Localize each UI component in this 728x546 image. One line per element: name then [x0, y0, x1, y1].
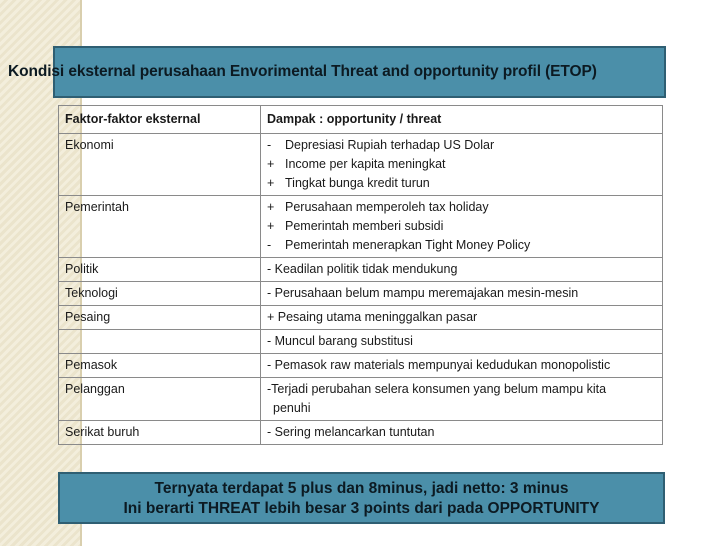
impact-cell: - Muncul barang substitusi [261, 330, 663, 354]
table-row [59, 306, 663, 330]
impact-cell: - Sering melancarkan tuntutan [261, 421, 663, 445]
summary-banner [58, 472, 665, 524]
etop-table [58, 105, 663, 445]
impact-cell: - Keadilan politik tidak mendukung [261, 258, 663, 282]
summary-line-1: Ternyata terdapat 5 plus dan 8minus, jadi netto: 3 minus [154, 480, 569, 497]
impact-line: - Pemerintah menerapkan Tight Money Policy [267, 238, 531, 252]
factor-cell [59, 330, 261, 354]
summary-line-2: Ini berarti THREAT lebih besar 3 points dari pada OPPORTUNITY [123, 500, 600, 517]
header-impact: Dampak : opportunity / threat [261, 106, 663, 134]
factor-cell: Serikat buruh [59, 421, 261, 445]
factor-cell: Pemasok [59, 354, 261, 378]
slide-title: Kondisi eksternal perusahaan Envorimental Threat and opportunity profil (ETOP) [8, 63, 597, 80]
impact-cell: - Perusahaan belum mampu meremajakan mesin-mesin [261, 282, 663, 306]
impact-line: -Terjadi perubahan selera konsumen yang belum mampu kita [267, 382, 607, 396]
table-row [59, 196, 663, 258]
factor-cell: Teknologi [59, 282, 261, 306]
impact-cell [261, 378, 663, 421]
factor-cell: Pelanggan [59, 378, 261, 421]
factor-cell: Pemerintah [59, 196, 261, 258]
impact-line: + Income per kapita meningkat [267, 157, 446, 171]
impact-line: + Pemerintah memberi subsidi [267, 219, 444, 233]
impact-line: + Tingkat bunga kredit turun [267, 176, 430, 190]
header-factor: Faktor-faktor eksternal [59, 106, 261, 134]
impact-line: penuhi [273, 401, 311, 415]
impact-cell: + Pesaing utama meninggalkan pasar [261, 306, 663, 330]
table-row [59, 282, 663, 306]
table-row [59, 258, 663, 282]
factor-cell: Ekonomi [59, 134, 261, 196]
factor-cell: Politik [59, 258, 261, 282]
factor-cell: Pesaing [59, 306, 261, 330]
table-row [59, 421, 663, 445]
impact-cell [261, 196, 663, 258]
impact-cell: - Pemasok raw materials mempunyai kedudukan monopolistic [261, 354, 663, 378]
impact-line: - Depresiasi Rupiah terhadap US Dolar [267, 138, 495, 152]
table-row [59, 354, 663, 378]
table-row [59, 378, 663, 421]
table-row [59, 134, 663, 196]
impact-line: + Perusahaan memperoleh tax holiday [267, 200, 489, 214]
impact-cell [261, 134, 663, 196]
table-row [59, 330, 663, 354]
table-header-row [59, 106, 663, 134]
